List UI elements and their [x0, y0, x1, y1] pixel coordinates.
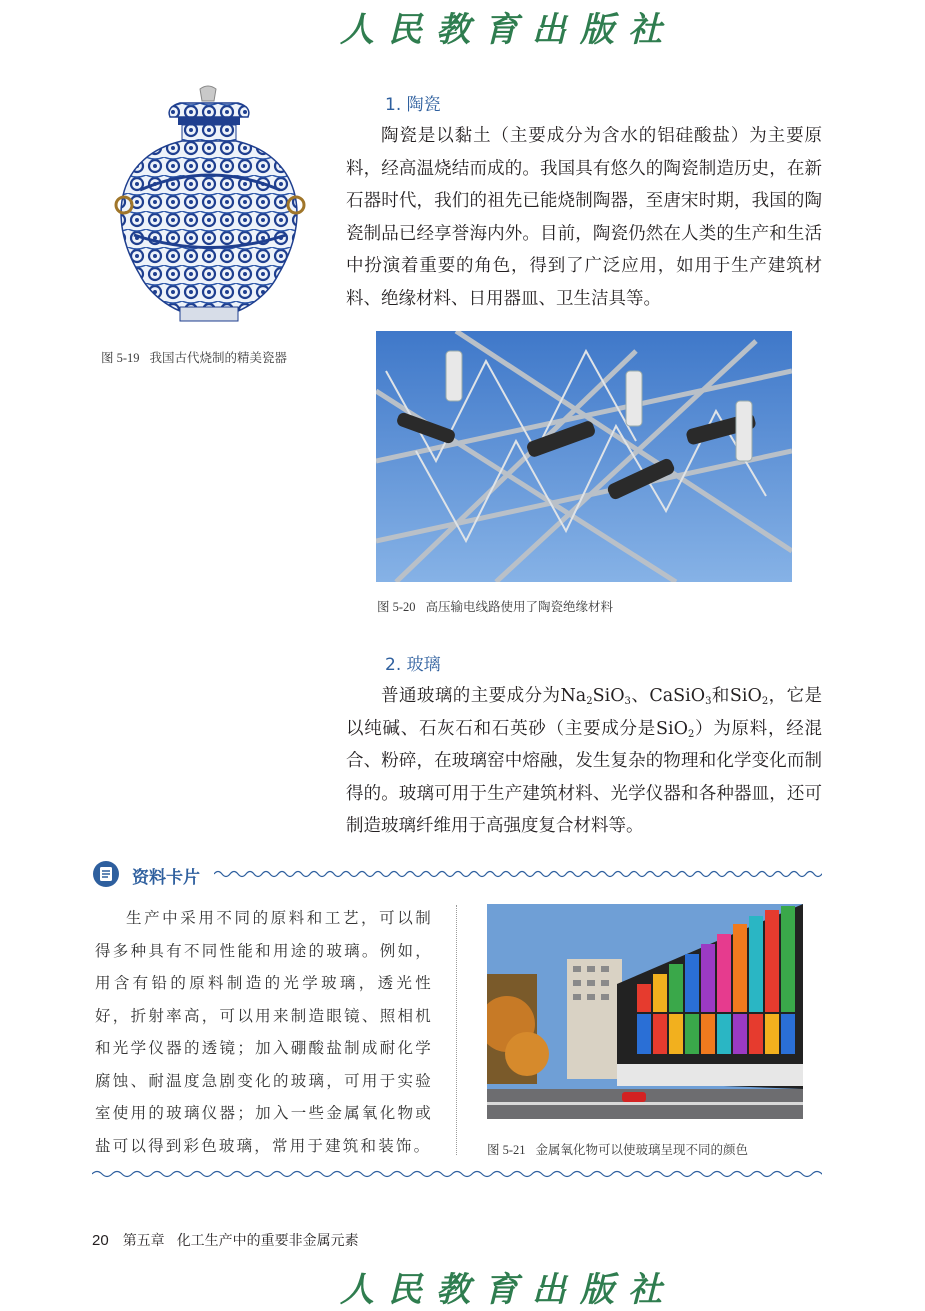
page-number: 20 — [92, 1232, 109, 1249]
page-footer — [92, 1230, 359, 1250]
publisher-logo-top: 人民教育出版社 — [340, 10, 676, 50]
porcelain-vase-image — [110, 85, 310, 330]
glass-text-1: 普通玻璃的主要成分为 — [381, 686, 561, 706]
info-card-text — [95, 902, 433, 1162]
chapter-title: 化工生产中的重要非金属元素 — [176, 1233, 359, 1249]
card-column-divider — [456, 905, 457, 1155]
formula-sio2: SiO$_2$ — [729, 686, 769, 707]
ceramics-text: 陶瓷是以黏土（主要成分为含水的铝硅酸盐）为主要原料，经高温烧结而成的。我国具有悠久的陶瓷制造历史，在新石器时代，我们的祖先已能烧制陶器，至唐宋时期，我国的陶瓷制品已经享誉海内外。目前，陶瓷仍然在人类的生产和生活中扮演着重要的角色，得到了广泛应用，如用于生产建筑材料、绝缘材料、日用器皿、卫生洁具等。 — [346, 126, 822, 309]
figure-5-20-caption — [377, 597, 613, 615]
publisher-logo-bottom: 人民教育出版社 — [340, 1270, 676, 1310]
figure-caption-text: 高压输电线路使用了陶瓷绝缘材料 — [425, 599, 614, 614]
formula-sio2: SiO$_2$ — [656, 718, 695, 740]
section-title-ceramics: 1. 陶瓷 — [385, 95, 441, 115]
info-card-paragraph: 生产中采用不同的原料和工艺，可以制得多种具有不同性能和用途的玻璃。例如，用含有铅的原料制造的光学玻璃，透光性好，折射率高，可以用来制造眼镜、照相机和光学仪器的透镜；加入硼酸盐制成耐化学腐蚀、耐温度急剧变化的玻璃，可用于实验室使用的玻璃仪器；加入一些金属氧化物或盐可以得到彩色玻璃，常用于建筑和装饰。 — [95, 909, 433, 1155]
formula-casio3: CaSiO$_3$ — [649, 686, 712, 707]
figure-caption-text: 金属氧化物可以使玻璃呈现不同的颜色 — [535, 1142, 749, 1157]
formula-na2sio3: $Na_2SiO_3$ — [560, 686, 631, 707]
document-card-icon — [92, 860, 120, 888]
info-card-header — [92, 858, 822, 890]
figure-caption-text: 我国古代烧制的精美瓷器 — [149, 350, 288, 365]
insulator-photo — [376, 331, 792, 582]
glass-text-3: ，它是以纯碱、石灰石和石英砂（主要成分是 — [346, 686, 823, 739]
chapter-label: 第五章 — [122, 1233, 165, 1249]
info-card-title: 资料卡片 — [132, 868, 200, 888]
glass-paragraph — [346, 680, 822, 843]
figure-number: 图 5-19 — [101, 351, 140, 365]
ceramics-paragraph — [346, 120, 822, 315]
figure-number: 图 5-20 — [377, 600, 416, 614]
figure-5-19-caption — [101, 348, 287, 366]
figure-5-21-caption — [487, 1140, 748, 1158]
wavy-divider — [214, 868, 822, 880]
colored-glass-building-photo — [487, 904, 803, 1119]
figure-number: 图 5-21 — [487, 1143, 526, 1157]
section-title-glass: 2. 玻璃 — [385, 655, 441, 675]
card-bottom-wavy-divider — [92, 1168, 822, 1180]
glass-text-4: ）为原料，经混合、粉碎，在玻璃窑中熔融，发生复杂的物理和化学变化而制得的。玻璃可用于生产建筑材料、光学仪器和各种器皿，还可制造玻璃纤维用于高强度复合材料等。 — [346, 718, 823, 836]
glass-text: 普通玻璃的主要成分为$Na_2SiO_3$、CaSiO$_3$和SiO$_2$，它是以纯碱、石灰石和石英砂（主要成分是SiO$_2$）为原料，经混合、粉碎，在玻璃窑中熔融，发生复杂的物理和化学变化而制得的。玻璃可用于生产建筑材料、光学仪器和各种器皿，还可制造玻璃纤维用于高强度复合材料等。 — [346, 686, 823, 836]
